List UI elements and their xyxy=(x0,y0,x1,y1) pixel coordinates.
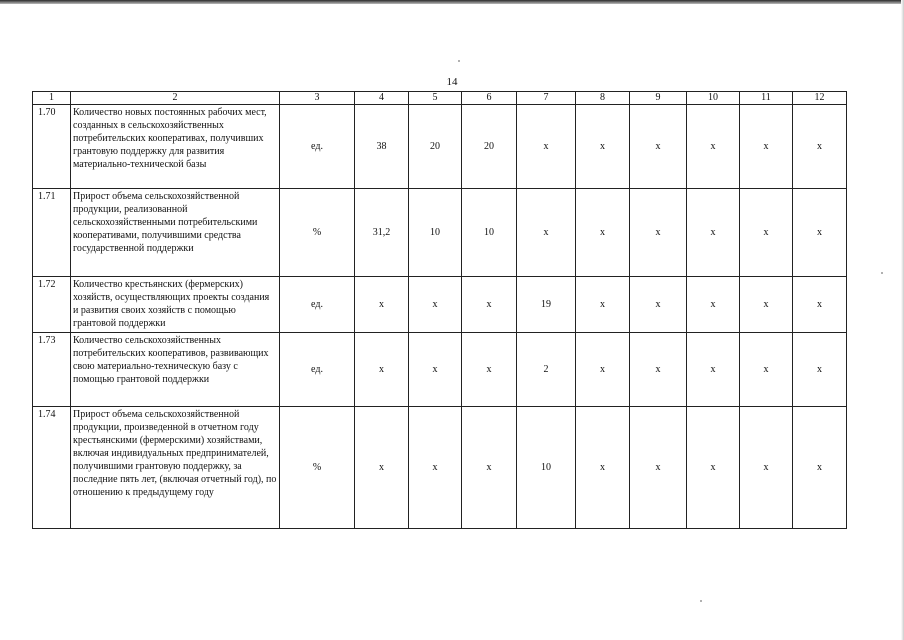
value-cell: х xyxy=(517,105,576,189)
value-cell: х xyxy=(793,105,847,189)
header-cell: 12 xyxy=(793,92,847,105)
value-cell: х xyxy=(576,407,630,529)
unit-cell: ед. xyxy=(280,277,355,333)
header-cell: 11 xyxy=(740,92,793,105)
row-number: 1.70 xyxy=(33,105,71,189)
table-row xyxy=(33,333,847,407)
header-cell: 8 xyxy=(576,92,630,105)
value-cell: х xyxy=(740,407,793,529)
header-cell: 4 xyxy=(355,92,409,105)
value-cell: х xyxy=(630,105,687,189)
header-cell: 2 xyxy=(71,92,280,105)
value-cell: 10 xyxy=(517,407,576,529)
value-cell: 2 xyxy=(517,333,576,407)
value-cell: х xyxy=(630,407,687,529)
value-cell: х xyxy=(740,277,793,333)
header-cell: 6 xyxy=(462,92,517,105)
scan-speck xyxy=(700,600,702,602)
value-cell: 31,2 xyxy=(355,189,409,277)
unit-cell: ед. xyxy=(280,333,355,407)
header-cell: 3 xyxy=(280,92,355,105)
unit-cell: ед. xyxy=(280,105,355,189)
value-cell: х xyxy=(687,407,740,529)
indicator-name: Количество крестьянских (фермерских) хозяйств, осуществляющих проекты создания и развития своих хозяйств с помощью грантовой поддержки xyxy=(71,277,280,333)
value-cell: 10 xyxy=(409,189,462,277)
value-cell: х xyxy=(793,189,847,277)
value-cell: 19 xyxy=(517,277,576,333)
table-row xyxy=(33,189,847,277)
row-number: 1.74 xyxy=(33,407,71,529)
row-number: 1.71 xyxy=(33,189,71,277)
value-cell: 10 xyxy=(462,189,517,277)
value-cell: х xyxy=(793,277,847,333)
indicator-name: Количество новых постоянных рабочих мест, созданных в сельскохозяйственных потребительских кооперативах, получивших грантовую поддержку для развития материально-технической базы xyxy=(71,105,280,189)
value-cell: х xyxy=(740,333,793,407)
value-cell: 38 xyxy=(355,105,409,189)
table-row xyxy=(33,407,847,529)
value-cell: х xyxy=(462,407,517,529)
value-cell: х xyxy=(462,333,517,407)
value-cell: х xyxy=(355,407,409,529)
scan-speck xyxy=(881,272,883,274)
unit-cell: % xyxy=(280,189,355,277)
value-cell: х xyxy=(462,277,517,333)
page-number: 14 xyxy=(446,76,458,88)
unit-cell: % xyxy=(280,407,355,529)
header-cell: 10 xyxy=(687,92,740,105)
scan-top-edge xyxy=(0,0,904,4)
value-cell: х xyxy=(687,277,740,333)
value-cell: х xyxy=(630,333,687,407)
indicators-table xyxy=(32,91,847,529)
value-cell: х xyxy=(576,189,630,277)
value-cell: х xyxy=(576,333,630,407)
indicator-name: Прирост объема сельскохозяйственной продукции, реализованной сельскохозяйственными потребительскими кооперативами, получившими средства государственной поддержки xyxy=(71,189,280,277)
header-cell: 9 xyxy=(630,92,687,105)
table-row xyxy=(33,105,847,189)
header-cell: 5 xyxy=(409,92,462,105)
value-cell: х xyxy=(687,189,740,277)
value-cell: х xyxy=(576,277,630,333)
value-cell: х xyxy=(740,105,793,189)
value-cell: х xyxy=(409,277,462,333)
value-cell: х xyxy=(793,333,847,407)
value-cell: х xyxy=(740,189,793,277)
value-cell: х xyxy=(687,105,740,189)
value-cell: х xyxy=(630,189,687,277)
indicator-name: Количество сельскохозяйственных потребительских кооперативов, развивающих свою материально-техническую базу с помощью грантовой поддержки xyxy=(71,333,280,407)
table-row xyxy=(33,277,847,333)
scan-speck xyxy=(458,60,460,62)
row-number: 1.72 xyxy=(33,277,71,333)
value-cell: х xyxy=(355,333,409,407)
value-cell: х xyxy=(576,105,630,189)
value-cell: х xyxy=(630,277,687,333)
value-cell: х xyxy=(409,333,462,407)
row-number: 1.73 xyxy=(33,333,71,407)
value-cell: х xyxy=(687,333,740,407)
header-cell: 1 xyxy=(33,92,71,105)
value-cell: 20 xyxy=(462,105,517,189)
header-cell: 7 xyxy=(517,92,576,105)
value-cell: х xyxy=(793,407,847,529)
indicator-name: Прирост объема сельскохозяйственной продукции, произведенной в отчетном году крестьянскими (фермерскими) хозяйствами, включая индивидуальных предпринимателей, получившими грантовую поддержку, за последние пять лет, (включая отчетный год), по отношению к предыдущему году xyxy=(71,407,280,529)
header-row xyxy=(33,92,847,105)
value-cell: х xyxy=(409,407,462,529)
value-cell: х xyxy=(517,189,576,277)
value-cell: 20 xyxy=(409,105,462,189)
value-cell: х xyxy=(355,277,409,333)
